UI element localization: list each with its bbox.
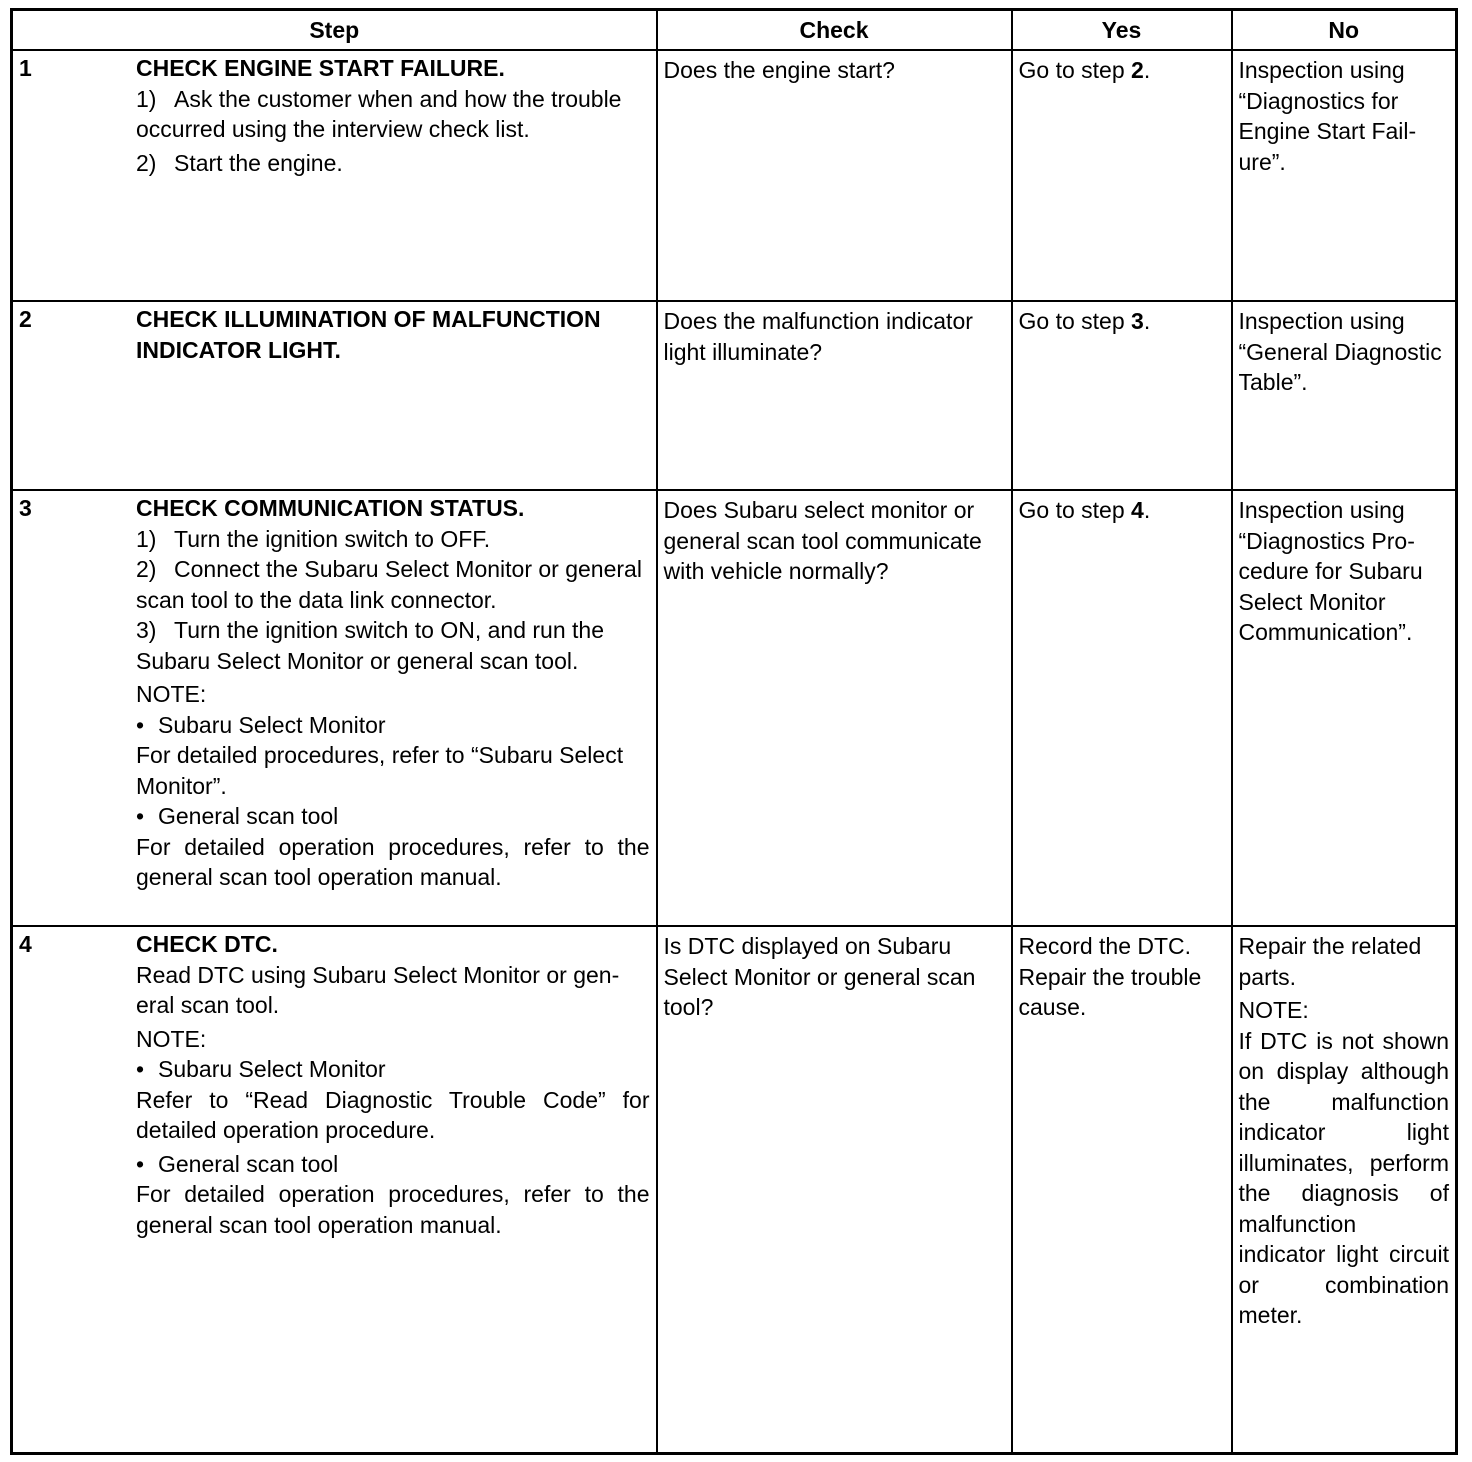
yes-cell xyxy=(1012,490,1232,926)
no-cell: Inspection using “General Diagnostic Table”. xyxy=(1232,301,1457,490)
bullet-icon: • xyxy=(136,711,145,738)
item-text: Ask the customer when and how the trouble occurred using the interview check list. xyxy=(136,85,622,142)
step-item xyxy=(136,84,650,145)
step-content xyxy=(136,304,650,365)
yes-suffix: . xyxy=(1143,308,1151,334)
step-cell xyxy=(12,490,657,926)
note-bullet xyxy=(136,801,650,832)
bullet-icon: • xyxy=(136,1056,145,1082)
check-cell: Does the engine start? xyxy=(657,50,1012,301)
yes-suffix: . xyxy=(1143,57,1151,83)
yes-step-ref: 4 xyxy=(1131,497,1144,523)
item-number: 1) xyxy=(136,525,157,552)
note-text: Refer to “Read Diagnostic Trouble Code” for detailed operation procedure. xyxy=(136,1086,650,1143)
header-yes: Yes xyxy=(1012,10,1232,51)
check-cell: Does the malfunction indicator light illuminate? xyxy=(657,301,1012,490)
yes-suffix: . xyxy=(1143,497,1151,523)
item-text: Start the engine. xyxy=(174,149,343,176)
item-text: Turn the ignition switch to OFF. xyxy=(174,525,491,552)
step-intro: Read DTC using Subaru Select Monitor or general scan tool. xyxy=(136,961,620,1018)
no-cell: Inspection using “Diagnostics Procedure for Subaru Select Monitor Communication”. xyxy=(1232,490,1457,926)
note-label: NOTE: xyxy=(136,1025,207,1052)
yes-cell xyxy=(1012,301,1232,490)
note-bullet xyxy=(136,710,650,741)
note-bullet xyxy=(136,1054,650,1085)
item-number: 1) xyxy=(136,85,157,112)
note-bullet xyxy=(136,1149,650,1180)
step-item xyxy=(136,148,650,179)
step-item xyxy=(136,615,650,676)
no-cell xyxy=(1232,926,1457,1453)
yes-step-ref: 3 xyxy=(1131,308,1144,334)
step-number: 4 xyxy=(19,931,32,957)
no-note-text: If DTC is not shown on display although the malfunction indicator light illuminates, perform the diagnosis of malfunction indicator light circuit or combination meter. xyxy=(1238,1027,1449,1328)
step-item xyxy=(136,554,650,615)
note-text: For detailed operation procedures, refer to the general scan tool operation manual. xyxy=(136,1181,650,1238)
note-text: For detailed operation procedures, refer to the general scan tool operation manual. xyxy=(136,833,650,890)
step-title: CHECK ILLUMINATION OF MALFUNCTION INDICATOR LIGHT. xyxy=(136,306,601,363)
header-no: No xyxy=(1232,10,1457,51)
table-row xyxy=(12,490,1457,926)
table-row xyxy=(12,926,1457,1453)
step-content xyxy=(136,493,650,893)
item-number: 2) xyxy=(136,149,157,176)
bullet-icon: • xyxy=(136,803,145,829)
item-text: Connect the Subaru Select Monitor or general scan tool to the data link connector. xyxy=(136,556,642,613)
step-content xyxy=(136,53,650,178)
check-cell: Does Subaru select monitor or general scan tool communicate with vehicle normally? xyxy=(657,490,1012,926)
item-number: 2) xyxy=(136,556,157,582)
bullet-icon: • xyxy=(136,1150,145,1177)
step-title: CHECK COMMUNICATION STATUS. xyxy=(136,495,525,521)
table-row xyxy=(12,301,1457,490)
step-cell xyxy=(12,50,657,301)
note-label: NOTE: xyxy=(136,681,207,707)
header-step: Step xyxy=(12,10,657,51)
header-check: Check xyxy=(657,10,1012,51)
yes-step-ref: 2 xyxy=(1131,57,1144,83)
no-text: Repair the related parts. xyxy=(1238,933,1422,990)
step-number: 1 xyxy=(19,55,32,81)
note-bullet-text: Subaru Select Monitor xyxy=(158,1056,386,1082)
yes-prefix: Go to step xyxy=(1018,308,1132,334)
check-cell: Is DTC displayed on Subaru Select Monitor or general scan tool? xyxy=(657,926,1012,1453)
note-bullet-text: General scan tool xyxy=(158,803,339,829)
yes-cell: Record the DTC. Repair the trouble cause. xyxy=(1012,926,1232,1453)
yes-prefix: Go to step xyxy=(1018,497,1132,523)
item-text: Turn the ignition switch to ON, and run the Subaru Select Monitor or general scan tool. xyxy=(136,617,604,674)
no-cell: Inspection using “Diagnostics for Engine Start Failure”. xyxy=(1232,50,1457,301)
note-bullet-text: Subaru Select Monitor xyxy=(158,711,386,738)
yes-cell xyxy=(1012,50,1232,301)
note-bullet-text: General scan tool xyxy=(158,1150,339,1177)
step-number: 2 xyxy=(19,306,32,332)
note-text: For detailed procedures, refer to “Subaru Select Monitor”. xyxy=(136,742,624,799)
step-number: 3 xyxy=(19,495,32,521)
header-row xyxy=(12,10,1457,51)
item-number: 3) xyxy=(136,617,157,643)
step-title: CHECK ENGINE START FAILURE. xyxy=(136,55,505,81)
no-note-label: NOTE: xyxy=(1238,997,1309,1023)
table-row xyxy=(12,50,1457,301)
step-title: CHECK DTC. xyxy=(136,931,278,957)
step-item xyxy=(136,524,650,555)
diagnostic-table xyxy=(10,8,1458,1455)
step-cell xyxy=(12,301,657,490)
step-cell xyxy=(12,926,657,1453)
step-content xyxy=(136,929,650,1240)
yes-prefix: Go to step xyxy=(1018,57,1132,83)
